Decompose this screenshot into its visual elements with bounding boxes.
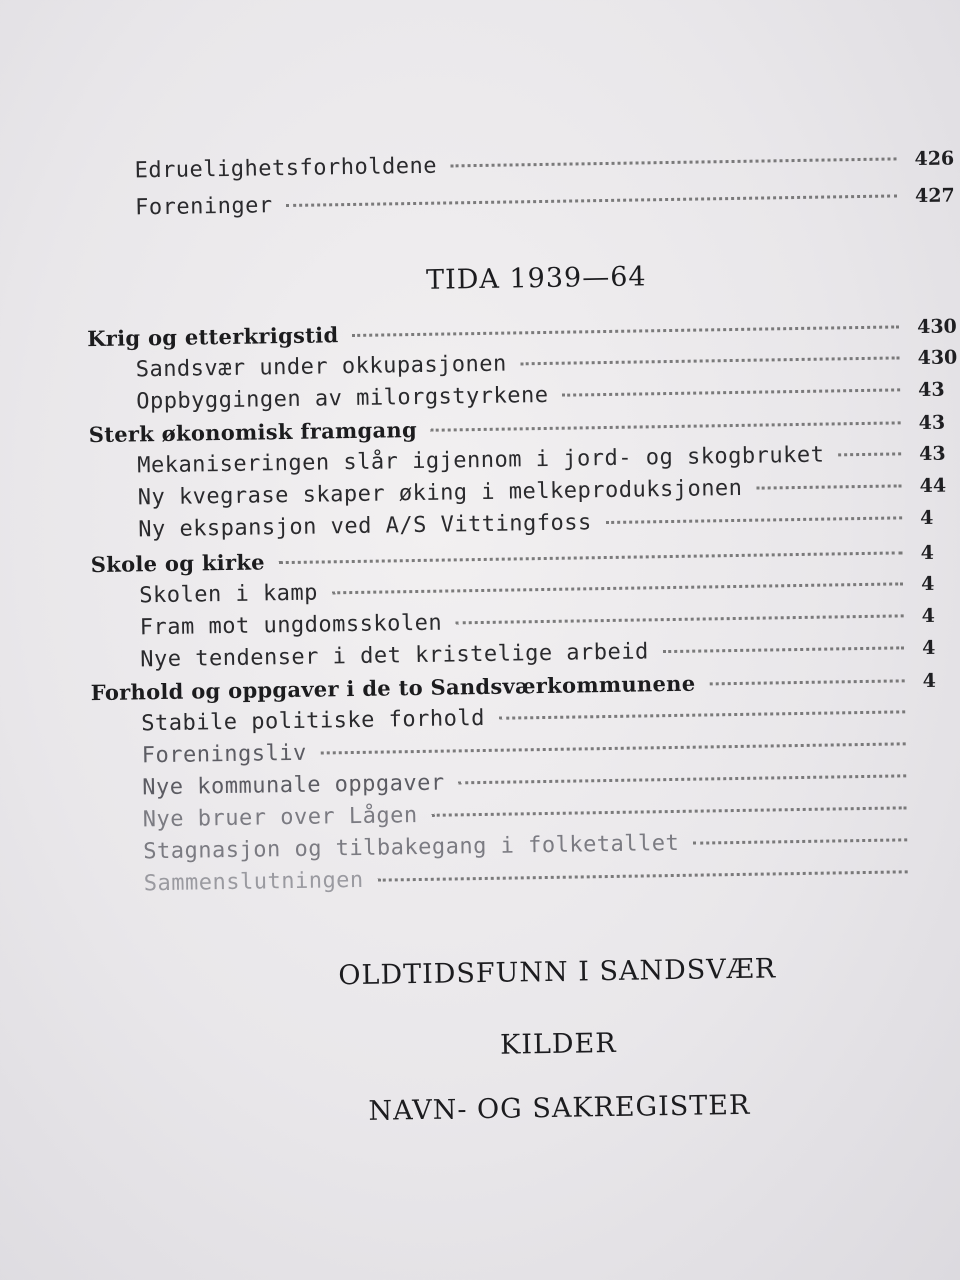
toc-chapter: [91, 538, 960, 577]
dot-leader: [431, 421, 901, 431]
toc-entry: [141, 698, 960, 736]
toc-page-number: [923, 717, 960, 718]
toc-entry-label: Krig og etterkrigstid: [87, 322, 339, 352]
section-title: TIDA 1939—64: [425, 261, 647, 296]
dot-leader: [279, 551, 903, 564]
toc-entry-label: Ny ekspansjon ved A/S Vittingfoss: [138, 510, 592, 543]
toc-entry-label: Stabile politiske forhold: [141, 705, 486, 737]
toc-page-number: [925, 845, 960, 846]
dot-leader: [432, 806, 907, 816]
toc-entry: [143, 826, 960, 864]
toc-page-number: 430: [917, 346, 958, 370]
toc-chapter: [91, 666, 960, 705]
toc-entry-label: Forhold og oppgaver i de to Sandsværkommunene: [90, 670, 696, 706]
toc-entry-label: Nye tendenser i det kristelige arbeid: [140, 639, 649, 673]
toc-entry: [134, 146, 954, 184]
dot-leader: [838, 452, 901, 456]
dot-leader: [459, 774, 907, 784]
toc-page-number: 4: [919, 506, 934, 530]
toc-chapter: [87, 312, 957, 351]
dot-leader: [499, 710, 905, 719]
dot-leader: [451, 157, 897, 167]
toc-page-number: 4: [921, 572, 935, 596]
toc-entry-label: Ny kvegrase skaper øking i melkeproduksjonen: [137, 475, 743, 511]
toc-entry: [140, 602, 960, 640]
dot-leader: [378, 870, 908, 881]
dot-leader: [521, 356, 900, 365]
dot-leader: [709, 679, 904, 685]
dot-leader: [352, 325, 899, 337]
toc-page-number: [926, 877, 960, 878]
toc-entry: [143, 794, 960, 832]
toc-entry: [137, 440, 959, 478]
toc-page-number: 43: [918, 411, 946, 435]
toc-entry: [142, 762, 960, 800]
toc-entry-label: Foreningsliv: [141, 740, 307, 769]
dot-leader: [756, 484, 901, 489]
toc-entry-label: Mekaniseringen slår igjennom i jord- og skogbruket: [137, 442, 825, 479]
toc-entry: [138, 472, 960, 510]
toc-entry: [140, 634, 960, 672]
toc-page-number: 427: [914, 184, 955, 208]
toc-entry-label: Sandsvær under okkupasjonen: [135, 351, 508, 383]
toc-entry-label: Oppbyggingen av milorgstyrkene: [136, 382, 549, 415]
toc-page-number: 4: [922, 669, 937, 693]
toc-page-number: 430: [916, 315, 957, 339]
toc-page-number: 43: [917, 378, 945, 402]
toc-entry-label: Skole og kirke: [90, 549, 266, 578]
toc-entry: [138, 504, 960, 542]
appendix-heading: OLDTIDSFUNN I SANDSVÆR: [338, 953, 777, 992]
toc-entry-label: Foreninger: [134, 193, 273, 221]
toc-entry-label: Stagnasjon og tilbakegang i folketallet: [143, 830, 680, 865]
toc-entry: [144, 858, 960, 896]
dot-leader: [563, 388, 901, 396]
toc-page-number: 44: [919, 474, 947, 498]
dot-leader: [606, 516, 902, 524]
dot-leader: [321, 742, 906, 754]
toc-entry-label: Skolen i kamp: [139, 580, 319, 609]
toc-entry: [139, 570, 960, 608]
toc-entry: [136, 344, 958, 382]
dot-leader: [332, 582, 903, 594]
toc-chapter: [89, 408, 959, 447]
appendix-heading: KILDER: [499, 1027, 617, 1061]
toc-entry-label: Fram mot ungdomsskolen: [139, 610, 443, 641]
toc-page-number: 43: [918, 442, 946, 466]
toc-page-number: [924, 781, 960, 782]
toc-entry-label: Sterk økonomisk framgang: [88, 416, 418, 448]
dot-leader: [287, 194, 898, 207]
appendix-heading: NAVN- OG SAKREGISTER: [368, 1089, 751, 1127]
toc-entry-label: Edruelighetsforholdene: [134, 153, 438, 184]
toc-entry-label: Nye bruer over Lågen: [142, 803, 418, 833]
dot-leader: [693, 838, 907, 844]
toc-entry-label: Sammenslutningen: [143, 867, 364, 897]
toc-page-number: 4: [921, 604, 936, 628]
toc-entry: [142, 730, 960, 768]
toc-page-number: [925, 813, 960, 814]
toc-page-number: 4: [922, 636, 936, 660]
toc-entry-label: Nye kommunale oppgaver: [142, 770, 445, 801]
toc-entry: [135, 183, 955, 221]
dot-leader: [456, 614, 904, 624]
toc-page-number: [924, 749, 960, 750]
dot-leader: [663, 646, 904, 653]
toc-page-number: 426: [914, 147, 955, 171]
toc-page-number: 4: [920, 541, 935, 565]
toc-entry: [136, 376, 958, 414]
